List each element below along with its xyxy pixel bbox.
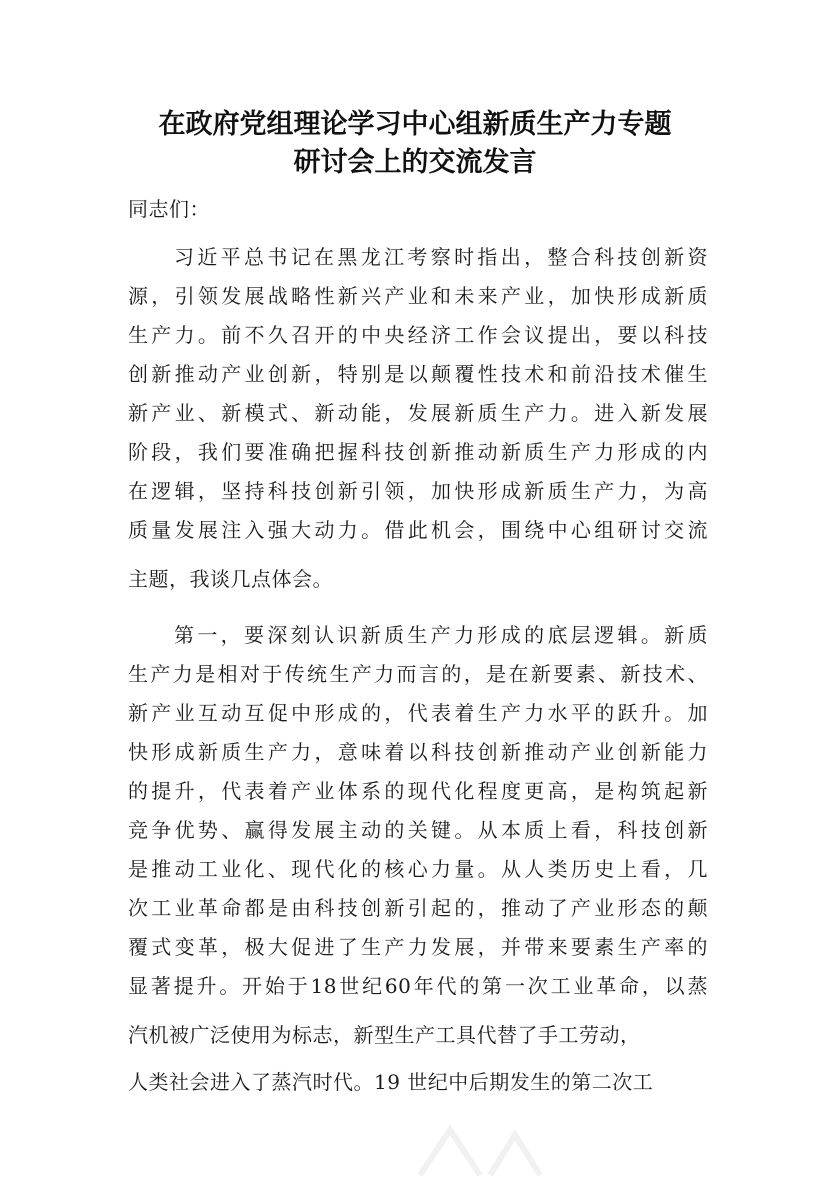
paragraph-2-line: 竞争优势、赢得发展主动的关键。从本质上看，科技创新 <box>128 818 708 842</box>
paragraph-1-line: 在逻辑，坚持科技创新引领，加快形成新质生产力，为高 <box>128 479 708 503</box>
paragraph-2-line: 生产力是相对于传统生产力而言的，是在新要素、新技术、 <box>128 662 708 686</box>
paragraph-2-line: 显著提升。开始于18世纪60年代的第一次工业革命，以蒸 <box>128 974 708 998</box>
paragraph-2-line: 人类社会进入了蒸汽时代。19 世纪中后期发生的第二次工 <box>128 1070 654 1094</box>
paragraph-1-line: 创新推动产业创新，特别是以颠覆性技术和前沿技术催生 <box>128 362 708 386</box>
paragraph-1-line: 源，引领发展战略性新兴产业和未来产业，加快形成新质 <box>128 284 708 308</box>
paragraph-2-line: 的提升，代表着产业体系的现代化程度更高，是构筑起新 <box>128 779 708 803</box>
paragraph-1-line: 质量发展注入强大动力。借此机会，围绕中心组研讨交流 <box>128 518 708 542</box>
paragraph-2-line: 次工业革命都是由科技创新引起的，推动了产业形态的颠 <box>128 896 708 920</box>
paragraph-1-line: 主题，我谈几点体会。 <box>128 567 333 591</box>
paragraph-2-line: 汽机被广泛使用为标志，新型生产工具代替了手工劳动， <box>128 1023 641 1047</box>
salutation: 同志们： <box>128 197 210 221</box>
paragraph-1-line: 习近平总书记在黑龙江考察时指出，整合科技创新资 <box>174 245 708 269</box>
paragraph-2-line: 快形成新质生产力，意味着以科技创新推动产业创新能力 <box>128 740 708 764</box>
paragraph-2-line: 第一，要深刻认识新质生产力形成的底层逻辑。新质 <box>174 623 708 647</box>
document-title-line-1: 在政府党组理论学习中心组新质生产力专题 <box>158 109 672 140</box>
paragraph-1-line: 生产力。前不久召开的中央经济工作会议提出，要以科技 <box>128 323 708 347</box>
watermark-logo <box>410 1120 550 1180</box>
paragraph-1-line: 阶段，我们要准确把握科技创新推动新质生产力形成的内 <box>128 440 708 464</box>
paragraph-2-line: 是推动工业化、现代化的核心力量。从人类历史上看，几 <box>128 857 708 881</box>
document-title-line-2: 研讨会上的交流发言 <box>293 147 537 178</box>
paragraph-2-line: 新产业互动互促中形成的，代表着生产力水平的跃升。加 <box>128 701 708 725</box>
paragraph-2-line: 覆式变革，极大促进了生产力发展，并带来要素生产率的 <box>128 935 708 959</box>
paragraph-1-line: 新产业、新模式、新动能，发展新质生产力。进入新发展 <box>128 401 708 425</box>
